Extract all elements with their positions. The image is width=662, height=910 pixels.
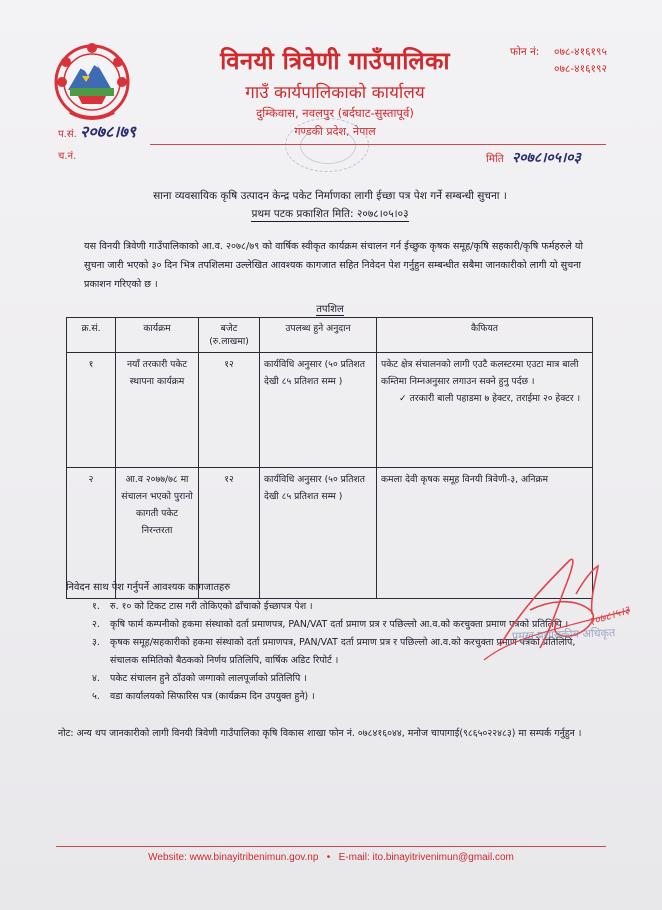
checkmark-icon: ✓ — [399, 393, 407, 404]
notice-subject: साना व्यवसायिक कृषि उत्पादन केन्द्र पकेट निर्माणका लागी ईच्छा पत्र पेश गर्ने सम्बन्धी सुचना । — [153, 190, 507, 202]
col-header-sn: क्र.सं. — [67, 318, 116, 353]
footer-bullet-icon: • — [321, 852, 336, 863]
svg-text:२०७८।५।३: २०७८।५।३ — [586, 603, 632, 629]
remarks-bullet: तरकारी बाली पहाडमा ७ हेक्टर, तराईमा २० हेक्टर । — [409, 393, 581, 404]
col-header-remarks: कैफियत — [377, 318, 593, 353]
cell-grant: कार्यविधि अनुसार (५० प्रतिशत देखी ८५ प्रतिशत सम्म ) — [260, 468, 377, 599]
website-link[interactable]: www.binayitribenimun.gov.np — [189, 852, 319, 863]
cell-program: आ.व २०७७/७८ मा संचालन भएको पुरानो कागती पकेट निरन्तरता — [116, 468, 199, 599]
table-header-row — [67, 318, 593, 353]
cell-program: नयाँ तरकारी पकेट स्थापना कार्यक्रम — [116, 353, 199, 468]
office-name: गाउँ कार्यपालिकाको कार्यालय — [245, 83, 425, 103]
signature-icon — [480, 550, 650, 670]
remarks-text: पकेट क्षेत्र संचालनको लागी एउटै कलस्टरमा एउटा मात्र बाली कम्तिमा निम्नअनुसार लगाउन सक्ने हुनु पर्दछ । — [381, 359, 579, 387]
dispatch-label: च.नं. — [58, 151, 77, 162]
list-item-number: ३. — [92, 637, 100, 648]
col-header-program: कार्यक्रम — [116, 318, 199, 353]
phone-label: फोन नं: — [510, 46, 540, 58]
list-item-text: कृषक समूह/सहकारीको हकमा संस्थाको दर्ता प्रमाणपत्र, PAN/VAT दर्ता प्रमाण प्रत्र र पछिल्लो आ.व.को करचुक्ता प्रमाण पत्रको प्रतिलिपि, संचालक समितिको बैठकको निर्णय प्रतिलिपि, वार्षिक अडिट रिपोर्ट । — [110, 637, 576, 666]
col-header-budget: बजेट (रु.लाखमा) — [199, 318, 260, 353]
officer-stamp-text: प्रमुख प्रशासकीय अधिकृत — [511, 626, 616, 643]
documents-heading: निवेदन साथ पेश गर्नुपर्ने आवश्यक कागजातहरु — [66, 582, 231, 593]
table-caption: तपशिल — [316, 304, 344, 315]
cell-budget: १२ — [199, 468, 260, 599]
table-row — [67, 353, 593, 468]
notice-body: यस विनयी त्रिवेणी गाउँपालिकाको आ.व. २०७८/७९ को वार्षिक स्वीकृत कार्यक्रम संचालन गर्न ईच्छुक कृषक समूह/कृषि सहकारी/कृषि फर्महरुले यो सुचना जारी भएको ३० दिन भित्र तपशिलमा उल्लेखित आवश्यक कागजात सहित निवेदन पेश गर्नुहुन सम्बन्धीत सबैमा जानकारीको लागी यो सुचना प्रकाशन गरिएको छ । — [84, 241, 583, 290]
cell-sn: १ — [67, 353, 116, 468]
ref-label: प.सं. — [58, 129, 77, 140]
table-caption-line — [60, 301, 600, 315]
list-item — [92, 670, 592, 688]
municipality-name: विनयी त्रिवेणी गाउँपालिका — [220, 47, 450, 75]
office-address: दुम्किवास, नवलपुर (बर्दघाट-सुस्तापूर्व) — [256, 106, 414, 120]
list-item-text: वडा कार्यालयको सिफारिस पत्र (कार्यक्रम दिन उपयुक्त हुने) । — [110, 691, 315, 702]
list-item-text: कृषि फार्म कम्पनीको हकमा संस्थाको दर्ता प्रमाणपत्र, PAN/VAT दर्ता प्रमाण प्रत्र र पछिल्लो आ.व.को करचुक्ता प्रमाण पत्रको प्रतिलिपि । — [110, 619, 569, 630]
list-item — [92, 688, 592, 706]
province-name: गण्डकी प्रदेश, नेपाल — [294, 125, 376, 138]
publish-date-text: प्रथम पटक प्रकाशित मिति: २०७८।०५।०३ — [251, 208, 409, 220]
phone-number-2: ०७८-४१६१९२ — [554, 63, 607, 75]
cell-remarks: कमला देवी कृषक समूह विनयी त्रिवेणी-३, अनिक्रम — [377, 468, 593, 599]
footer-divider — [56, 846, 606, 847]
list-item-text: पकेट संचालन हुने ठाँउको जग्गाको लालपूर्जाको प्रतिलिपि । — [110, 673, 307, 684]
list-item-number: २. — [92, 619, 100, 630]
list-item-number: ५. — [92, 691, 100, 702]
phone-number-1: ०७८-४१६१९५ — [554, 46, 607, 58]
cell-sn: २ — [67, 468, 116, 599]
phone-block — [510, 44, 624, 78]
ref-number: २०७८।७९ — [80, 122, 136, 141]
list-item-number: ४. — [92, 673, 100, 684]
cell-remarks — [377, 353, 593, 468]
remarks-bullet-row — [399, 390, 588, 407]
cell-budget: १२ — [199, 353, 260, 468]
col-header-grant: उपलब्ध हुने अनुदान — [260, 318, 377, 353]
website-label: Website: — [148, 852, 187, 863]
footer-contact — [56, 852, 606, 863]
date-value: २०७८।०५।०३ — [512, 150, 581, 166]
list-item-text: रु. १० को टिकट टास गरी तोकिएको ढाँचाको ईच्छापत्र पेश । — [110, 601, 313, 612]
date-label: मिति — [486, 153, 504, 165]
email-label: E-mail: — [338, 852, 370, 863]
publish-date-line — [60, 207, 600, 221]
contact-note: नोट: अन्य थप जानकारीको लागी विनयी त्रिवेणी गाउँपालिका कृषि विकास शाखा फोन नं. ०७८४१६०४४, मनोज चापागाई(९८६५०२२४८३) मा सम्पर्क गर्नुहुन । — [58, 728, 582, 739]
email-link[interactable]: ito.binayitrivenimun@gmail.com — [372, 852, 514, 863]
office-seal-inner — [300, 128, 356, 164]
cell-grant: कार्यविधि अनुसार (५० प्रतिशत देखी ८५ प्रतिशत सम्म ) — [260, 353, 377, 468]
officer-stamp — [512, 624, 616, 645]
nepal-emblem-icon — [52, 42, 132, 124]
header-divider — [150, 144, 606, 145]
list-item-number: १. — [92, 601, 100, 612]
